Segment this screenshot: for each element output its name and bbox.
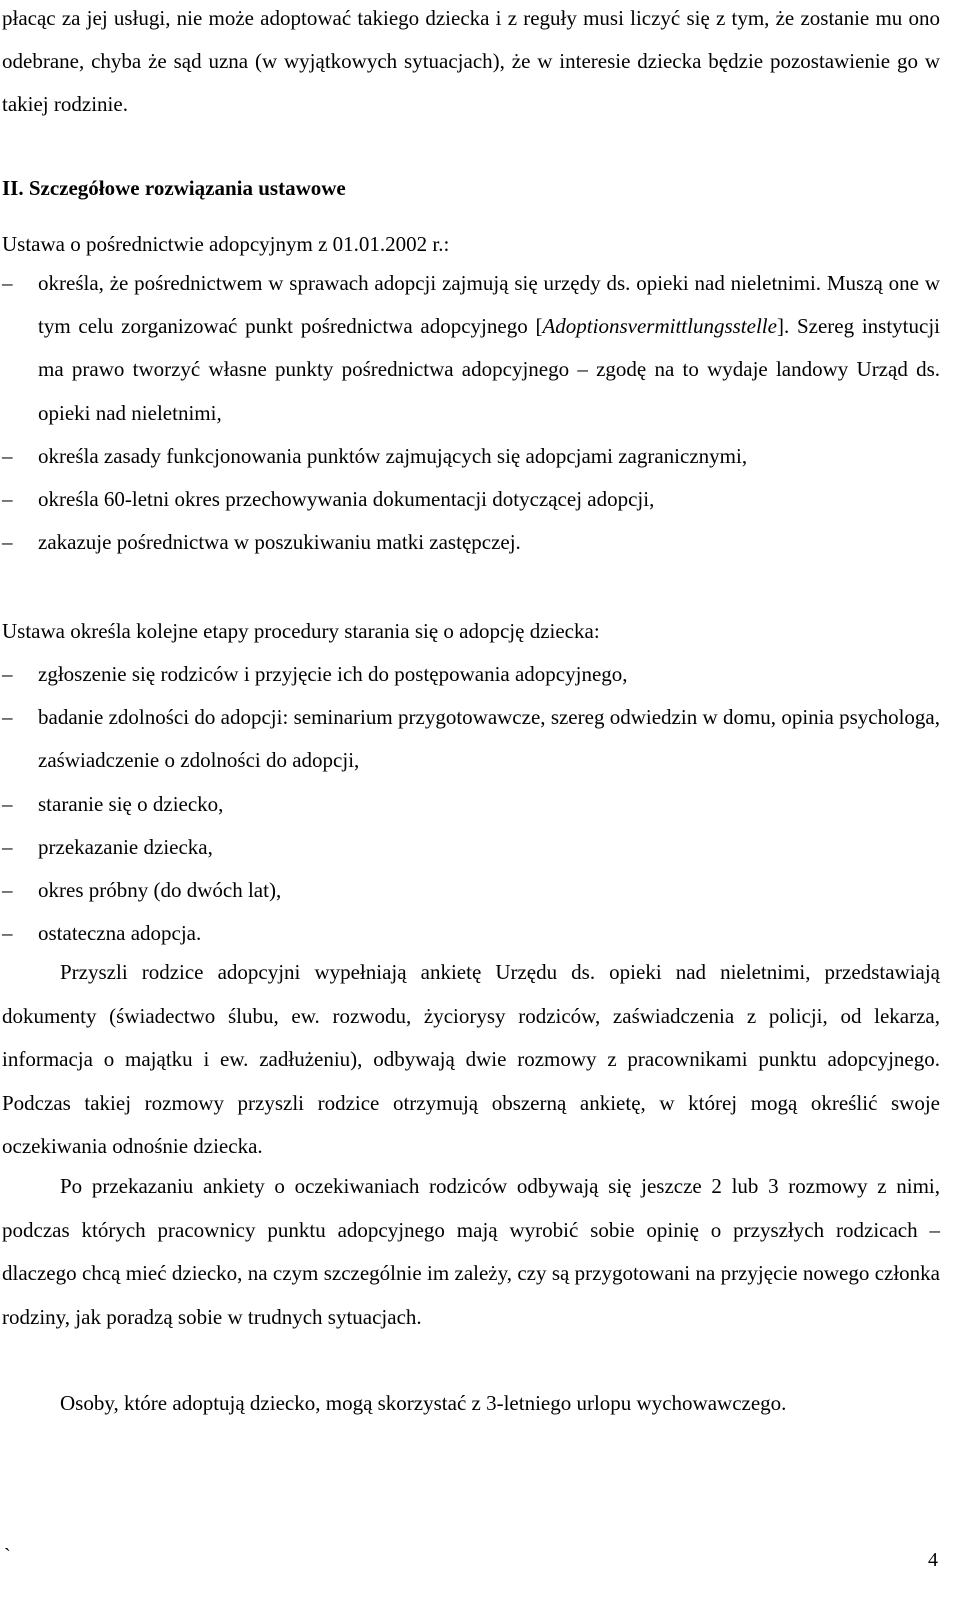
list-item-text — [38, 271, 940, 425]
dash-bullet: – — [2, 487, 13, 512]
footer-mark: ` — [4, 1545, 11, 1567]
list-item-text: zakazuje pośrednictwa w poszukiwaniu matki zastępczej. — [38, 530, 521, 555]
list-item-text: ostateczna adopcja. — [38, 921, 202, 946]
body-paragraph: Osoby, które adoptują dziecko, mogą skorzystać z 3-letniego urlopu wychowawczego. — [60, 1391, 787, 1415]
section-heading: II. Szczegółowe rozwiązania ustawowe — [2, 176, 346, 200]
law-points-list — [0, 262, 940, 564]
list-item — [0, 826, 940, 869]
list-item — [0, 696, 940, 782]
dash-bullet: – — [2, 921, 13, 946]
list-item — [0, 435, 940, 478]
list-item-text: określa zasady funkcjonowania punktów zajmujących się adopcjami zagranicznymi, — [38, 443, 748, 468]
dash-bullet: – — [2, 662, 13, 686]
dash-bullet: – — [2, 878, 13, 903]
steps-intro-line: Ustawa określa kolejne etapy procedury starania się o adopcję dziecka: — [2, 619, 600, 643]
procedure-steps-list — [0, 653, 940, 955]
list-item-text: przekazanie dziecka, — [38, 834, 213, 859]
dash-bullet: – — [2, 791, 13, 816]
list-item-text-part: ]. Szereg instytucji ma prawo tworzyć własne punkty pośrednictwa adopcyjnego – zgodę na to wydaje landowy Urząd ds. opieki nad nieletnimi, — [38, 314, 941, 425]
dash-bullet: – — [2, 834, 13, 859]
body-paragraph: Po przekazaniu ankiety o oczekiwaniach rodziców odbywają się jeszcze 2 lub 3 rozmowy z nimi, podczas których pracownicy punktu adopcyjnego mają wyrobić sobie opinię o przyszłych rodzicach – dlaczego chcą mieć dziecko, na czym szczególnie im zależy, czy są przygotowani na przyjęcie nowego członka rodziny, jak poradzą sobie w trudnych sytuacjach. — [2, 1174, 940, 1329]
law-reference-line: Ustawa o pośrednictwie adopcyjnym z 01.01.2002 r.: — [2, 232, 450, 256]
list-item — [0, 912, 940, 955]
list-item — [0, 869, 940, 912]
body-paragraph: Przyszli rodzice adopcyjni wypełniają ankietę Urzędu ds. opieki nad nieletnimi, przedstawiają dokumenty (świadectwo ślubu, ew. rozwodu, życiorysy rodziców, zaświadczenia z policji, od lekarza, informacja o majątku i ew. zadłużeniu), odbywają dwie rozmowy z pracownikami punktu adopcyjnego. Podczas takiej rozmowy przyszli rodzice otrzymują obszerną ankietę, w której mogą określić swoje oczekiwania odnośnie dziecka. — [2, 960, 940, 1159]
list-item-text: staranie się o dziecko, — [38, 791, 224, 816]
list-item — [0, 262, 940, 435]
list-item — [0, 478, 940, 521]
dash-bullet: – — [2, 271, 13, 295]
dash-bullet: – — [2, 443, 13, 468]
list-item — [0, 783, 940, 826]
list-item-text: badanie zdolności do adopcji: seminarium przygotowawcze, szereg odwiedzin w domu, opinia psychologa, zaświadczenie o zdolności do adopcji, — [38, 705, 940, 773]
list-item-text: okres próbny (do dwóch lat), — [38, 878, 282, 903]
list-item-text: określa 60-letni okres przechowywania dokumentacji dotyczącej adopcji, — [38, 487, 655, 512]
intro-paragraph: płacąc za jej usługi, nie może adoptować takiego dziecka i z reguły musi liczyć się z tym, że zostanie mu ono odebrane, chyba że sąd uzna (w wyjątkowych sytuacjach), że w interesie dziecka będzie pozostawienie go w takiej rodzinie. — [2, 6, 940, 117]
list-item — [0, 653, 940, 696]
page-number: 4 — [928, 1549, 938, 1571]
dash-bullet: – — [2, 705, 13, 730]
list-item — [0, 521, 940, 564]
list-item-italic-term: Adoptionsvermittlungsstelle — [542, 314, 777, 339]
dash-bullet: – — [2, 530, 13, 555]
list-item-text-part: określa, że pośrednictwem w sprawach adopcji zajmują się urzędy ds. opieki nad nieletnimi. Muszą one w tym celu zorganizować punkt pośrednictwa adopcyjnego [ — [38, 271, 940, 339]
list-item-text: zgłoszenie się rodziców i przyjęcie ich do postępowania adopcyjnego, — [38, 662, 628, 686]
